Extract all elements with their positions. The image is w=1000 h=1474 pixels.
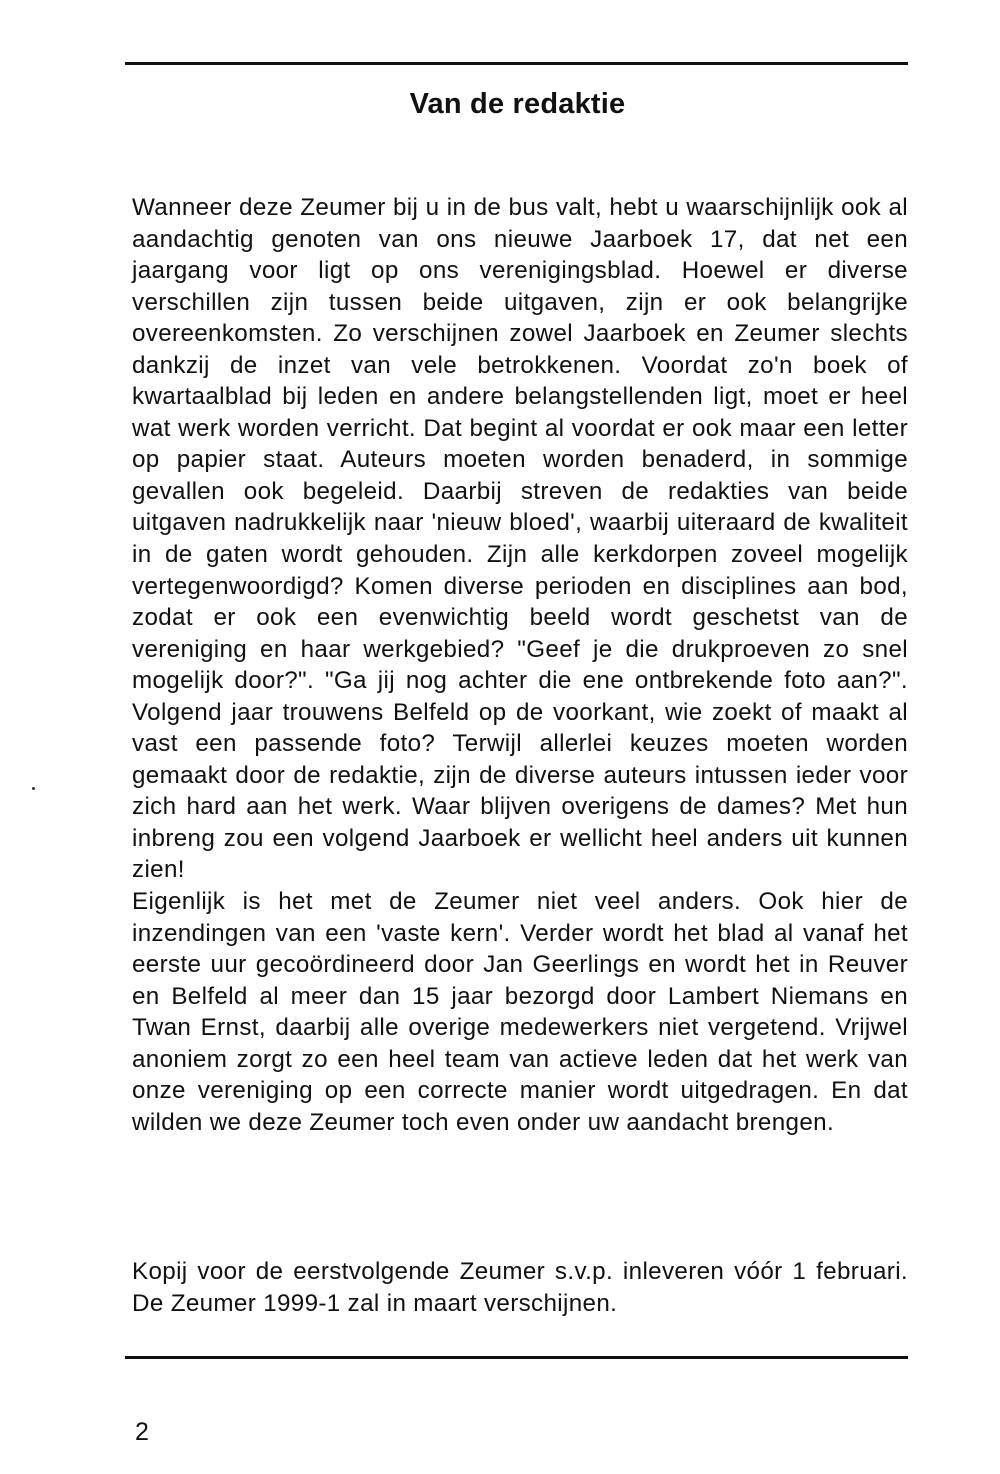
page-title: Van de redaktie: [409, 88, 626, 120]
article-paragraph-2: Eigenlijk is het met de Zeumer niet veel anders. Ook hier de inzendingen van een 'vaste kern'. Verder wordt het blad al vanaf het eerste uur gecoördineerd door Jan Geerlings en wordt het in Reuver en Belfeld al meer dan 15 jaar bezorgd door Lambert Niemans en Twan Ernst, daarbij alle overige medewerkers niet vergetend. Vrijwel anoniem zorgt zo een heel team van actieve leden dat het werk van onze vereniging op een correcte manier wordt uitgedragen. En dat wilden we deze Zeumer toch even onder uw aandacht brengen.: [132, 888, 908, 1136]
article-body: [132, 192, 908, 1138]
bottom-rule: [125, 1356, 908, 1359]
article-paragraph-1: Wanneer deze Zeumer bij u in de bus valt, hebt u waarschijnlijk ook al aandachtig genoten van ons nieuwe Jaarboek 17, dat net een jaargang voor ligt op ons verenigingsblad. Hoewel er diverse verschillen zijn tussen beide uitgaven, zijn er ook belangrijke overeenkomsten. Zo verschijnen zowel Jaarboek en Zeumer slechts dankzij de inzet van vele betrokkenen. Voordat zo'n boek of kwartaalblad bij leden en andere belangstellenden ligt, moet er heel wat werk worden verricht. Dat begint al voordat er ook maar een letter op papier staat. Auteurs moeten worden benaderd, in sommige gevallen ook begeleid. Daarbij streven de redakties van beide uitgaven nadrukkelijk naar 'nieuw bloed', waarbij uiteraard de kwaliteit in de gaten wordt gehouden. Zijn alle kerkdorpen zoveel mogelijk vertegenwoordigd? Komen diverse perioden en disciplines aan bod, zodat er ook een evenwichtig beeld wordt geschetst van de vereniging en haar werkgebied? "Geef je die drukproeven zo snel mogelijk door?". "Ga jij nog achter die ene ontbrekende foto aan?". Volgend jaar trouwens Belfeld op de voorkant, wie zoekt of maakt al vast een passende foto? Terwijl allerlei keuzes moeten worden gemaakt door de redaktie, zijn de diverse auteurs intussen ieder voor zich hard aan het werk. Waar blijven overigens de dames? Met hun inbreng zou een volgend Jaarboek er wellicht heel anders uit kunnen zien!: [132, 194, 908, 884]
scan-speck: [32, 787, 35, 790]
submission-note: Kopij voor de eerstvolgende Zeumer s.v.p. inleveren vóór 1 februari. De Zeumer 1999-1 zal in maart verschijnen.: [132, 1258, 908, 1317]
page-number: 2: [135, 1418, 149, 1446]
top-rule: [125, 62, 908, 65]
